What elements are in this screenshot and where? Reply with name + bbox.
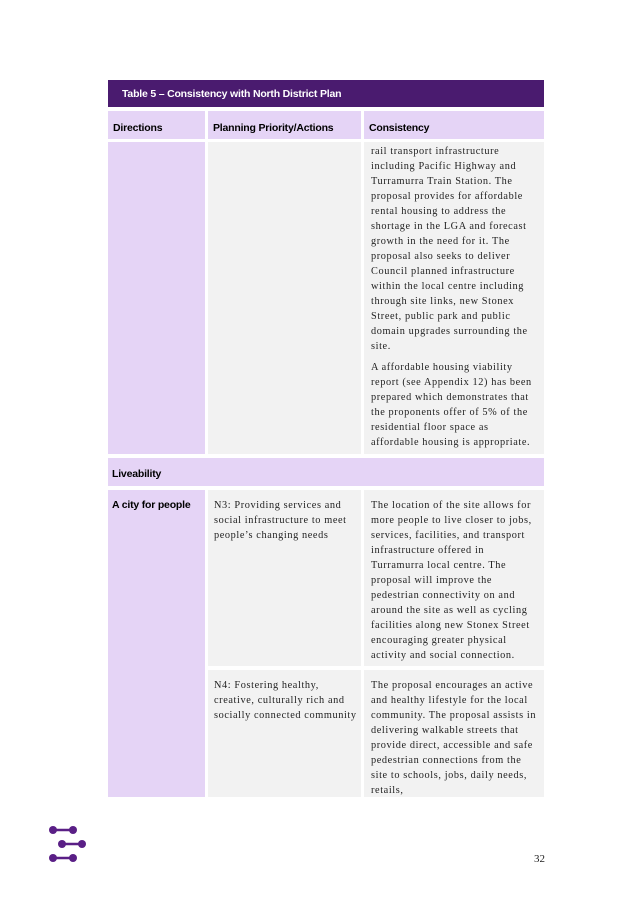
table-row-priority: N3: Providing services and social infrastructure to meet people’s changing needs <box>208 490 361 666</box>
page-number: 32 <box>534 853 545 865</box>
header-planning-priority: Planning Priority/Actions <box>208 111 361 139</box>
table-title: Table 5 – Consistency with North District Plan <box>122 88 342 100</box>
section-label: Liveability <box>112 468 162 480</box>
table-row-consistency: The location of the site allows for more people to live closer to jobs, services, facilities, and transport infrastructure offered in Turramurra local centre. The proposal will improve the pedestrian connectivity on and around the site as well as cycling facilities along new Stonex Street encouraging greater physical activity and social connection. <box>364 490 544 666</box>
header-consistency: Consistency <box>364 111 544 139</box>
continued-direction-cell <box>108 142 205 454</box>
consistency-paragraph: A affordable housing viability report (see Appendix 12) has been prepared which demonstrates that the proponents offer of 5% of the residential floor space as affordable housing is appropriate. <box>371 362 532 448</box>
continued-priority-cell <box>208 142 361 454</box>
continued-consistency-cell <box>364 142 544 454</box>
section-row-liveability <box>108 458 544 486</box>
table-title-bar <box>108 80 544 107</box>
direction-cell <box>108 490 205 797</box>
brand-logo-icon <box>48 826 88 862</box>
consistency-paragraph: rail transport infrastructure including Pacific Highway and Turramurra Train Station. The proposal provides for affordable rental housing to address the shortage in the LGA and forecast growth in the need for it. The proposal also seeks to deliver Council planned infrastructure within the local centre including through site links, new Stonex Street, public park and public domain upgrades surrounding the site. <box>371 146 528 352</box>
header-directions: Directions <box>108 111 205 139</box>
direction-label: A city for people <box>112 499 191 511</box>
table-row-priority: N4: Fostering healthy, creative, culturally rich and socially connected community <box>208 670 361 797</box>
table-row-consistency: The proposal encourages an active and healthy lifestyle for the local community. The proposal assists in delivering walkable streets that provide direct, accessible and safe pedestrian connections from the site to schools, jobs, daily needs, retails, <box>364 670 544 797</box>
